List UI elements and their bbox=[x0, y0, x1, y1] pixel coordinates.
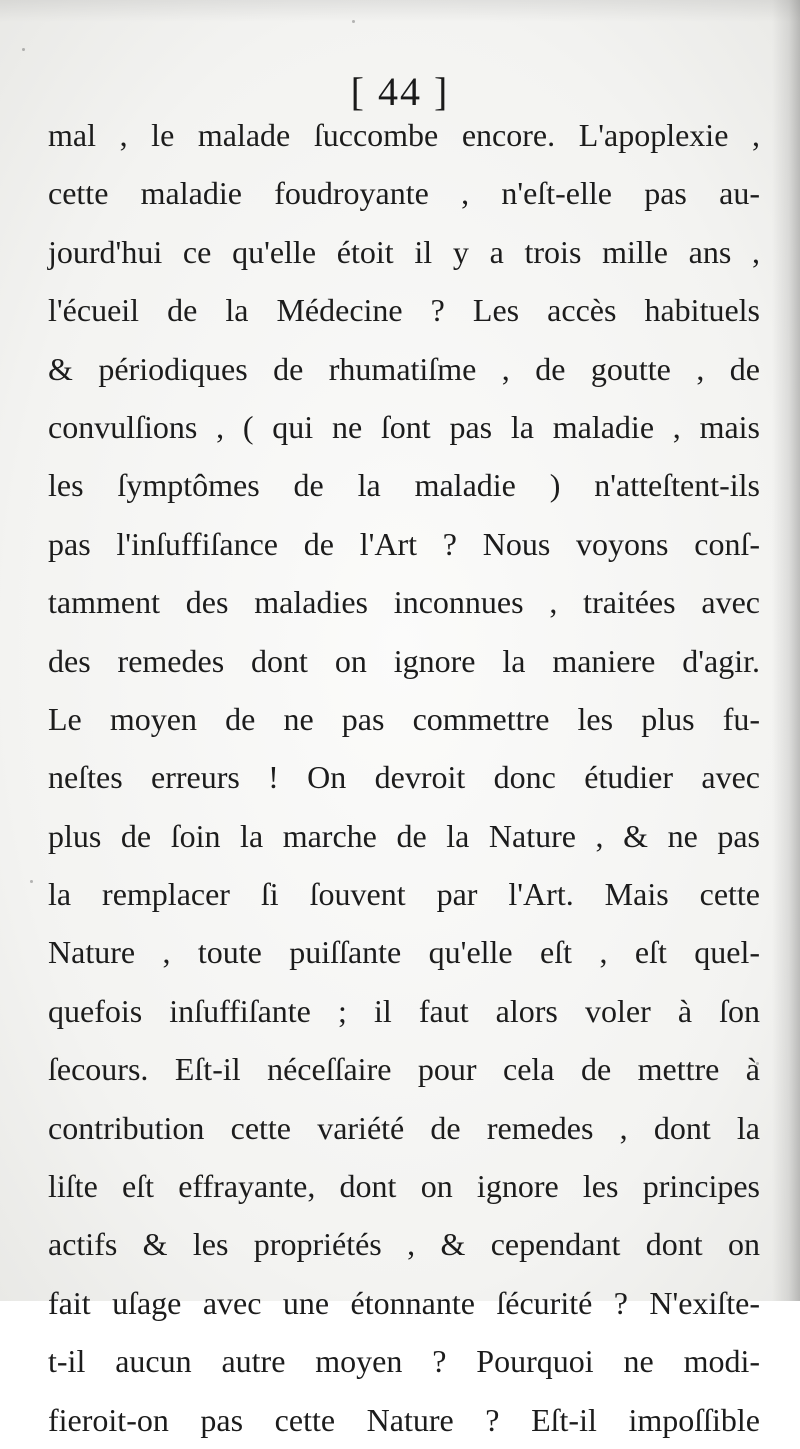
text-line: jourd'hui ce qu'elle étoit il y a trois mille ans , bbox=[48, 233, 760, 270]
text-line: cette maladie foudroyante , n'eſt-elle pas au- bbox=[48, 175, 760, 212]
paper-speck bbox=[22, 48, 25, 51]
text-line: & périodiques de rhumatiſme , de goutte , de bbox=[48, 350, 760, 387]
text-line: t-il aucun autre moyen ? Pourquoi ne modi- bbox=[48, 1343, 760, 1380]
text-line: fait uſage avec une étonnante ſécurité ? N'exiſte- bbox=[48, 1284, 760, 1321]
text-line: quefois inſuffiſante ; il faut alors voler à ſon bbox=[48, 992, 760, 1029]
text-line: neſtes erreurs ! On devroit donc étudier avec bbox=[48, 759, 760, 796]
text-line: les ſymptômes de la maladie ) n'atteſtent-ils bbox=[48, 467, 760, 504]
text-line: Nature , toute puiſſante qu'elle eſt , eſt quel- bbox=[48, 934, 760, 971]
text-line: fieroit-on pas cette Nature ? Eſt-il impoſſible bbox=[48, 1401, 760, 1438]
paper-speck bbox=[352, 20, 355, 23]
text-line: Le moyen de ne pas commettre les plus fu- bbox=[48, 700, 760, 737]
page-number: [ 44 ] bbox=[350, 69, 450, 114]
text-line: ſecours. Eſt-il néceſſaire pour cela de mettre à bbox=[48, 1051, 760, 1088]
text-line: plus de ſoin la marche de la Nature , & ne pas bbox=[48, 817, 760, 854]
text-line: actifs & les propriétés , & cependant dont on bbox=[48, 1226, 760, 1263]
text-line: mal , le malade ſuccombe encore. L'apoplexie , bbox=[48, 117, 760, 153]
text-line: la remplacer ſi ſouvent par l'Art. Mais cette bbox=[48, 876, 760, 913]
text-line: tamment des maladies inconnues , traitées avec bbox=[48, 584, 760, 621]
text-line: l'écueil de la Médecine ? Les accès habituels bbox=[48, 292, 760, 329]
page-gutter-shadow bbox=[772, 0, 800, 1301]
paper-speck bbox=[30, 880, 33, 883]
text-line: contribution cette variété de remedes , dont la bbox=[48, 1109, 760, 1146]
text-line: des remedes dont on ignore la maniere d'agir. bbox=[48, 642, 760, 679]
text-line: convulſions , ( qui ne ſont pas la maladie , mais bbox=[48, 408, 760, 445]
body-text bbox=[48, 106, 760, 1449]
page-top-shadow bbox=[0, 0, 800, 22]
text-line: liſte eſt effrayante, dont on ignore les principes bbox=[48, 1168, 760, 1205]
text-line: pas l'inſuffiſance de l'Art ? Nous voyons conſ- bbox=[48, 525, 760, 562]
